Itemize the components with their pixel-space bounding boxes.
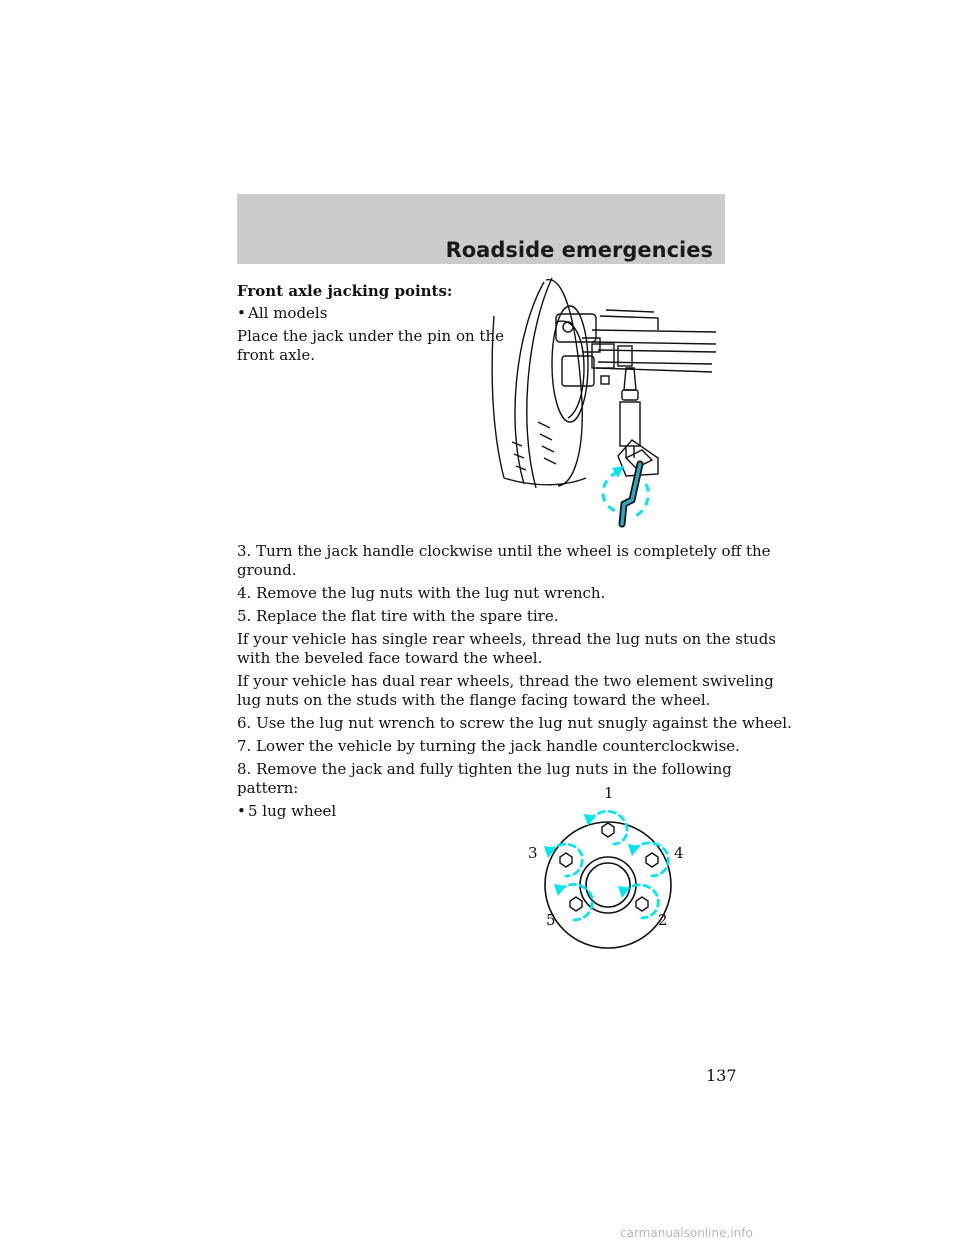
- step4-text: 4. Remove the lug nuts with the lug nut wrench.: [237, 584, 606, 602]
- step3-line1: 3. Turn the jack handle clockwise until the wheel is completely off the: [237, 542, 771, 560]
- page-number: 137: [706, 1066, 737, 1085]
- front-axle-jack-illustration: [486, 272, 732, 534]
- step8-line2: pattern:: [237, 779, 299, 797]
- lug-nut-2: [636, 897, 648, 911]
- step3-line2: ground.: [237, 561, 297, 579]
- step7-text: 7. Lower the vehicle by turning the jack handle counterclockwise.: [237, 737, 740, 755]
- single-rear-wheels-line2: with the beveled face toward the wheel.: [237, 649, 543, 667]
- label-1: 1: [604, 784, 614, 802]
- step8-line1: 8. Remove the jack and fully tighten the lug nuts in the following: [237, 760, 732, 778]
- lug-nut-3: [560, 853, 572, 867]
- section-header-band: [237, 194, 725, 264]
- single-rear-wheels-line1: If your vehicle has single rear wheels, thread the lug nuts on the studs: [237, 630, 776, 648]
- hub-outer: [580, 857, 636, 913]
- place-jack-text-line1: Place the jack under the pin on the: [237, 327, 504, 345]
- wheel-outline: [545, 822, 671, 948]
- arrow-5: [560, 884, 592, 920]
- label-4: 4: [674, 844, 684, 862]
- lug-nut-1: [602, 823, 614, 837]
- label-2: 2: [658, 911, 668, 929]
- lug-nut-5: [570, 897, 582, 911]
- bullet-all-models: • All models: [237, 304, 327, 323]
- bullet-5-lug-wheel: • 5 lug wheel: [237, 802, 336, 821]
- step5-text: 5. Replace the flat tire with the spare tire.: [237, 607, 559, 625]
- lug-nut-pattern-diagram: [516, 780, 700, 954]
- lug-nut-4: [646, 853, 658, 867]
- label-3: 3: [528, 844, 538, 862]
- dual-rear-wheels-line1: If your vehicle has dual rear wheels, thread the two element swiveling: [237, 672, 774, 690]
- place-jack-text-line2: front axle.: [237, 346, 316, 364]
- watermark: carmanualsonline.info: [620, 1226, 753, 1240]
- arrow-4: [634, 843, 668, 876]
- dual-rear-wheels-line2: lug nuts on the studs with the flange facing toward the wheel.: [237, 691, 711, 709]
- jacking-points-heading: Front axle jacking points:: [237, 282, 453, 300]
- step6-text: 6. Use the lug nut wrench to screw the lug nut snugly against the wheel.: [237, 714, 792, 732]
- label-5: 5: [546, 911, 556, 929]
- section-title: Roadside emergencies: [445, 238, 713, 262]
- hub-inner: [586, 863, 630, 907]
